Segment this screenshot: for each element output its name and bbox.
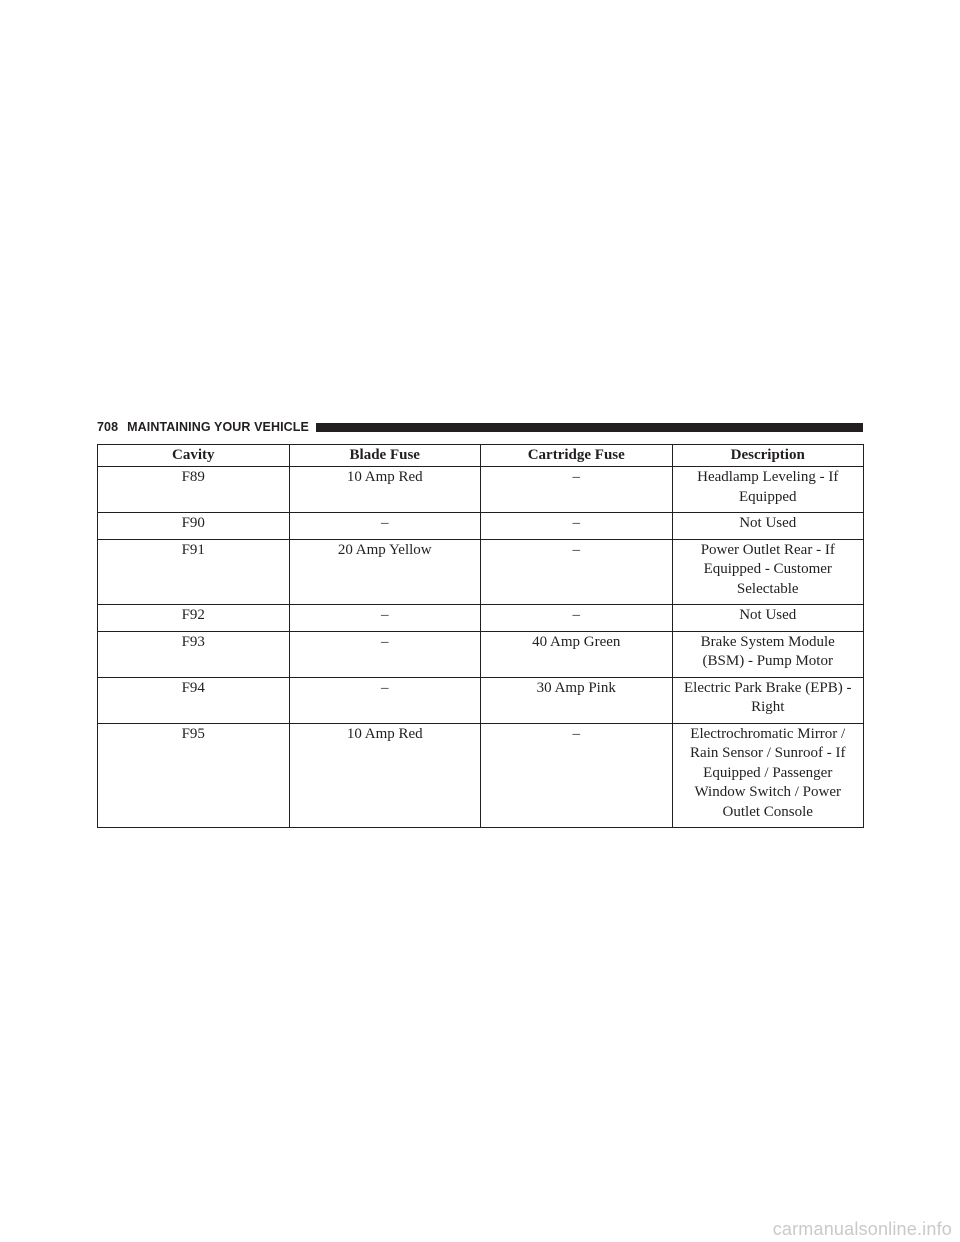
table-row (98, 467, 864, 513)
cell-cavity: F92 (98, 605, 290, 632)
section-title: MAINTAINING YOUR VEHICLE (127, 420, 309, 434)
column-header-cartridge-fuse: Cartridge Fuse (481, 445, 673, 467)
watermark: carmanualsonline.info (772, 1219, 952, 1239)
header-rule (316, 423, 863, 432)
cell-description: Electric Park Brake (EPB) - Right (672, 677, 864, 723)
cell-description: Not Used (672, 513, 864, 540)
table-row (98, 539, 864, 605)
table-row (98, 605, 864, 632)
cell-cartridge-fuse: 40 Amp Green (481, 631, 673, 677)
cell-description: Headlamp Leveling - If Equipped (672, 467, 864, 513)
page-number: 708 (97, 420, 119, 434)
cell-blade-fuse: 10 Amp Red (289, 467, 481, 513)
cell-description: Electrochromatic Mirror / Rain Sensor / Sunroof - If Equipped / Passenger Window Switch / Power Outlet Console (672, 723, 864, 828)
cell-cartridge-fuse: – (481, 513, 673, 540)
cell-description: Power Outlet Rear - If Equipped - Customer Selectable (672, 539, 864, 605)
page-header (97, 419, 863, 435)
cell-description: Not Used (672, 605, 864, 632)
cell-cartridge-fuse: – (481, 605, 673, 632)
cell-cartridge-fuse: 30 Amp Pink (481, 677, 673, 723)
column-header-description: Description (672, 445, 864, 467)
cell-cartridge-fuse: – (481, 467, 673, 513)
cell-cavity: F93 (98, 631, 290, 677)
cell-blade-fuse: – (289, 677, 481, 723)
cell-blade-fuse: – (289, 513, 481, 540)
cell-cartridge-fuse: – (481, 723, 673, 828)
cell-blade-fuse: – (289, 605, 481, 632)
cell-cartridge-fuse: – (481, 539, 673, 605)
table-row (98, 723, 864, 828)
cell-blade-fuse: 10 Amp Red (289, 723, 481, 828)
cell-cavity: F91 (98, 539, 290, 605)
column-header-blade-fuse: Blade Fuse (289, 445, 481, 467)
column-header-cavity: Cavity (98, 445, 290, 467)
cell-cavity: F94 (98, 677, 290, 723)
cell-cavity: F90 (98, 513, 290, 540)
cell-cavity: F95 (98, 723, 290, 828)
table-row (98, 513, 864, 540)
cell-blade-fuse: 20 Amp Yellow (289, 539, 481, 605)
table-row (98, 677, 864, 723)
cell-description: Brake System Module (BSM) - Pump Motor (672, 631, 864, 677)
cell-cavity: F89 (98, 467, 290, 513)
table-header-row (98, 445, 864, 467)
fuse-table (97, 444, 864, 828)
cell-blade-fuse: – (289, 631, 481, 677)
table-row (98, 631, 864, 677)
